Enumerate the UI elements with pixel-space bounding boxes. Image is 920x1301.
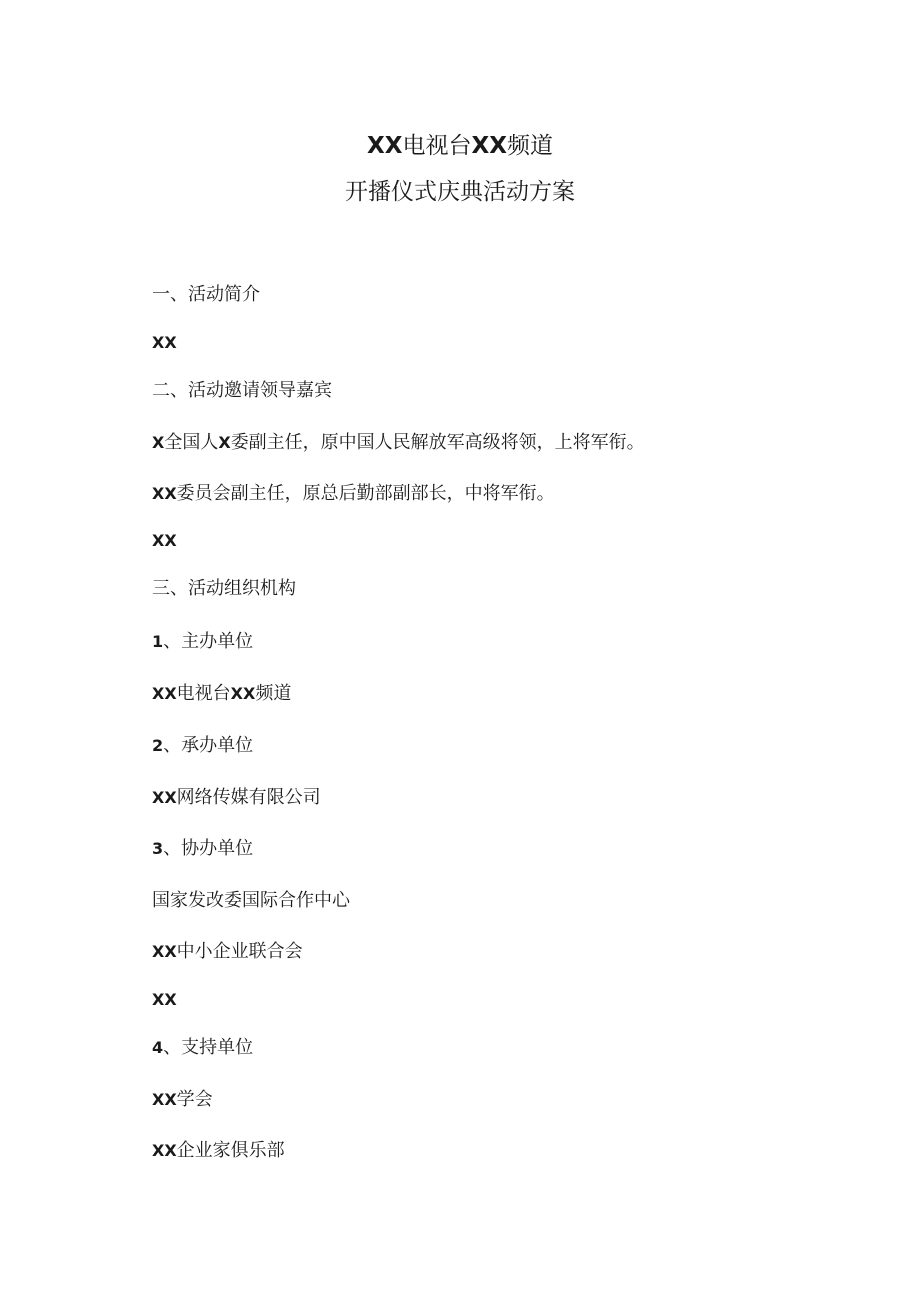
sub-4-heading: 4、支持单位 [152,1037,254,1058]
sub-3-item-3: XX [152,990,177,1009]
section-1-heading: 一、活动简介 [152,284,260,305]
document-title [0,128,920,210]
title-line-1 [0,128,920,164]
section-1-content: XX [152,333,177,352]
section-2-heading: 二、活动邀请领导嘉宾 [152,380,332,401]
sub-4-item-1: XX学会 [152,1089,213,1110]
guest-3: XX [152,531,177,550]
title-xx-2: XX [471,133,507,159]
sub-3-item-2: XX中小企业联合会 [152,941,303,962]
sub-1-heading: 1、主办单位 [152,631,254,652]
title-tv-station: 电视台 [402,133,472,159]
section-3-heading: 三、活动组织机构 [152,578,296,599]
guest-1: X全国人X委副主任，原中国人民解放军高级将领，上将军衔。 [152,432,645,453]
title-channel: 频道 [506,133,553,159]
sub-2-heading: 2、承办单位 [152,735,254,756]
title-line-2: 开播仪式庆典活动方案 [345,179,575,205]
sub-3-heading: 3、协办单位 [152,838,254,859]
sub-2-item: XX网络传媒有限公司 [152,787,321,808]
sub-3-item-1: 国家发改委国际合作中心 [152,890,350,911]
sub-1-item: XX电视台XX频道 [152,683,292,704]
title-xx-1: XX [367,133,403,159]
sub-4-item-2: XX企业家俱乐部 [152,1140,285,1161]
guest-2: XX委员会副主任，原总后勤部副部长，中将军衔。 [152,483,555,504]
